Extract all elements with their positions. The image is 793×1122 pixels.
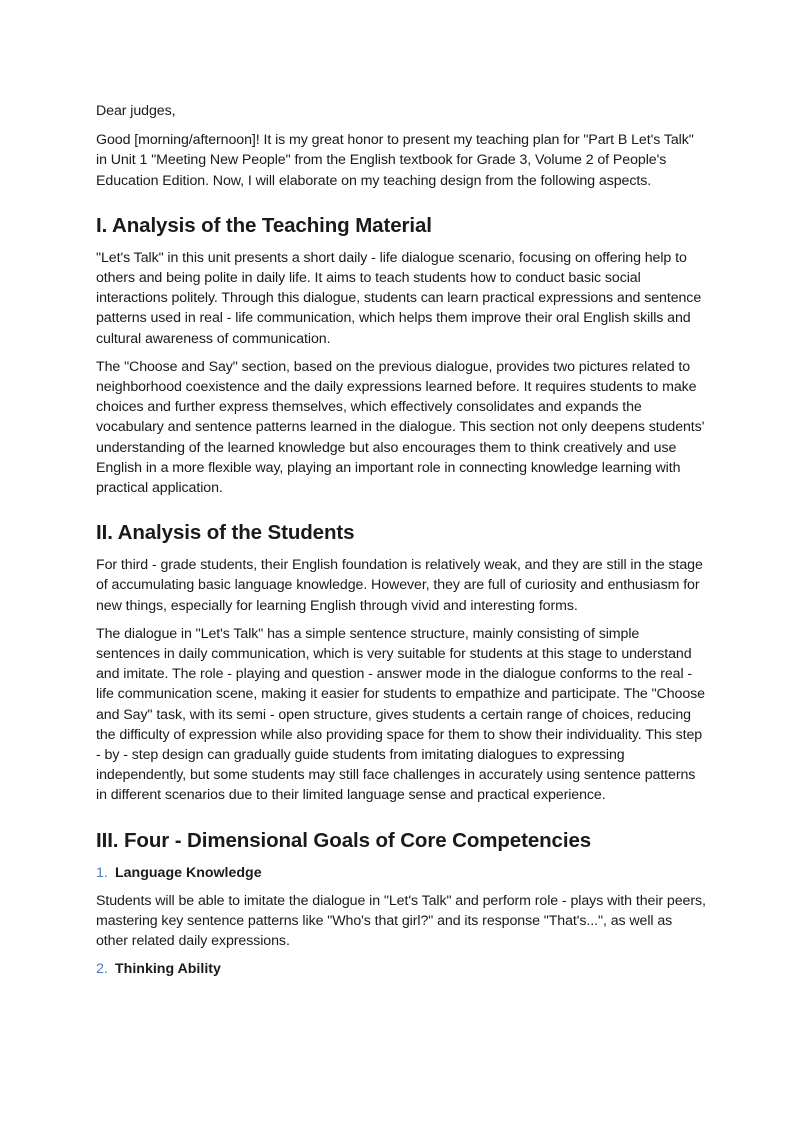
list-item-title: Thinking Ability: [115, 961, 221, 978]
list-number: 2.: [96, 961, 108, 978]
paragraph: For third - grade students, their English foundation is relatively weak, and they are still in the stage of accumulating basic language knowledge. However, they are full of curiosity and enthusiasm for new things, especially for learning English through vivid and interesting forms.: [96, 557, 703, 614]
list-item: [96, 863, 706, 883]
paragraph: The "Choose and Say" section, based on the previous dialogue, provides two pictures related to neighborhood coexistence and the daily expressions learned before. It requires students to make choices and further express themselves, which effectively consolidates and expands the vocabulary and sentence patterns learned in the dialogue. This section not only deepens students' understanding of the learned knowledge but also encourages them to think creatively and use English in a more flexible way, playing an important role in connecting knowledge learning with practical application.: [96, 358, 705, 497]
intro-paragraph: Good [morning/afternoon]! It is my great honor to present my teaching plan for "Part B Let's Talk" in Unit 1 "Meeting New People" from the English textbook for Grade 3, Volume 2 of People's Education Edition. Now, I will elaborate on my teaching design from the following aspects.: [96, 132, 694, 189]
list-item-title: Language Knowledge: [115, 864, 262, 881]
section-heading-core-competencies: III. Four - Dimensional Goals of Core Competencies: [96, 828, 592, 852]
paragraph: The dialogue in "Let's Talk" has a simple sentence structure, mainly consisting of simple sentences in daily communication, which is very suitable for students at this stage to understand and imitate. The role - playing and question - answer mode in the dialogue conforms to the real - life communication scene, making it easier for students to empathize and participate. The "Choose and Say" task, with its semi - open structure, gives students a certain range of choices, reducing the difficulty of expression while also providing space for them to show their individuality. This step - by - step design can gradually guide students from imitating dialogues to expressing independently, but some students may still face challenges in accurately using sentence patterns in different scenarios due to their limited language sense and practical experience.: [96, 625, 705, 804]
section-heading-students: II. Analysis of the Students: [96, 521, 355, 545]
list-item: [96, 959, 706, 979]
paragraph: "Let's Talk" in this unit presents a short daily - life dialogue scenario, focusing on offering help to others and being polite in daily life. It aims to teach students how to conduct basic social interactions politely. Through this dialogue, students can learn practical expressions and sentence patterns used in real - life communication, which helps them improve their oral English skills and cultural awareness of communication.: [96, 249, 702, 347]
paragraph: Students will be able to imitate the dialogue in "Let's Talk" and perform role - plays with their peers, mastering key sentence patterns like "Who's that girl?" and its response "That's...", as well as other related daily expressions.: [96, 892, 706, 950]
document-page: [96, 101, 706, 987]
list-number: 1.: [96, 864, 108, 881]
greeting: Dear judges,: [96, 103, 176, 119]
section-heading-teaching-material: I. Analysis of the Teaching Material: [96, 213, 432, 237]
